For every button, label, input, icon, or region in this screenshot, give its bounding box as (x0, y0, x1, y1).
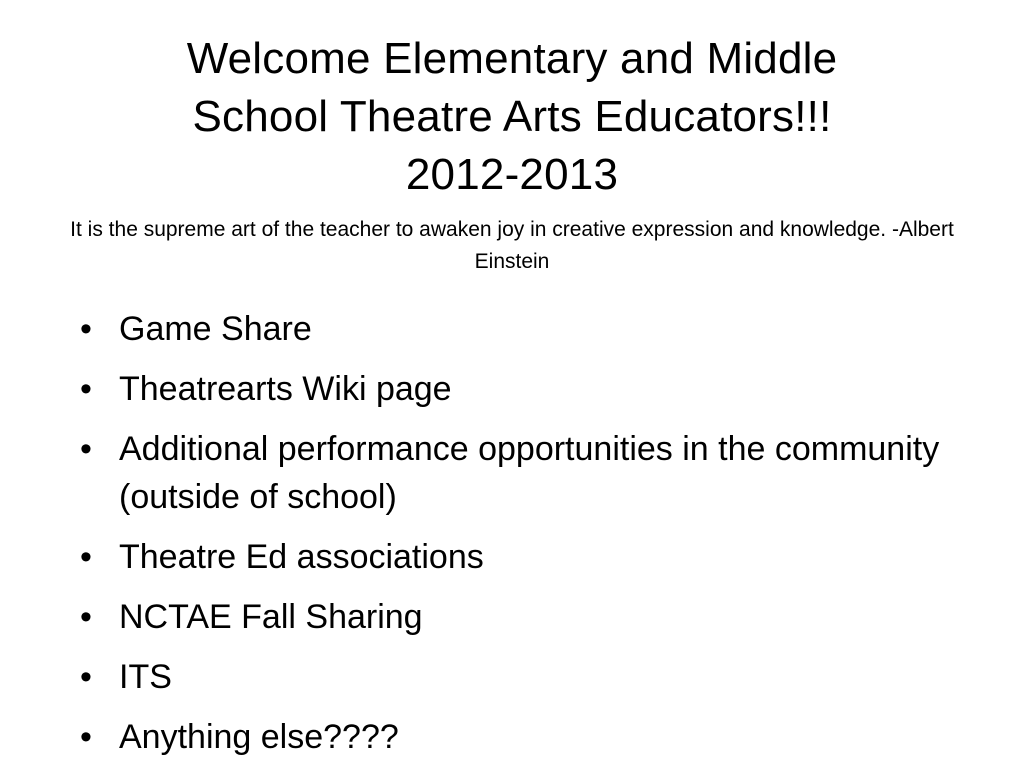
list-item-text: Anything else???? (119, 718, 399, 756)
slide-title-line-3: 2012-2013 (405, 150, 619, 199)
slide-title-block (40, 30, 984, 278)
list-item (80, 593, 960, 641)
bullet-icon: • (80, 370, 92, 408)
list-item-text: Theatre Ed associations (119, 538, 484, 576)
list-item (80, 305, 960, 353)
slide-title-line-2: School Theatre Arts Educators!!! (192, 92, 832, 141)
list-item (80, 713, 960, 761)
list-item-text: NCTAE Fall Sharing (119, 598, 423, 636)
bullet-icon: • (80, 538, 92, 576)
list-item-text: Game Share (119, 310, 312, 348)
bullet-icon: • (80, 598, 92, 636)
list-item-text: Theatrearts Wiki page (119, 370, 452, 408)
bullet-icon: • (80, 658, 92, 696)
list-item-text: ITS (119, 658, 172, 696)
slide-title-line-1: Welcome Elementary and Middle (186, 34, 838, 83)
list-item-text: Additional performance opportunities in the community (outside of school) (119, 430, 940, 516)
bullet-icon: • (80, 430, 92, 468)
slide-quote: It is the supreme art of the teacher to awaken joy in creative expression and knowledge. -Albert Einstein (70, 218, 954, 273)
bullet-icon: • (80, 718, 92, 756)
bullet-list (80, 305, 960, 768)
list-item (80, 425, 960, 521)
list-item (80, 533, 960, 581)
list-item (80, 653, 960, 701)
bullet-icon: • (80, 310, 92, 348)
list-item (80, 365, 960, 413)
